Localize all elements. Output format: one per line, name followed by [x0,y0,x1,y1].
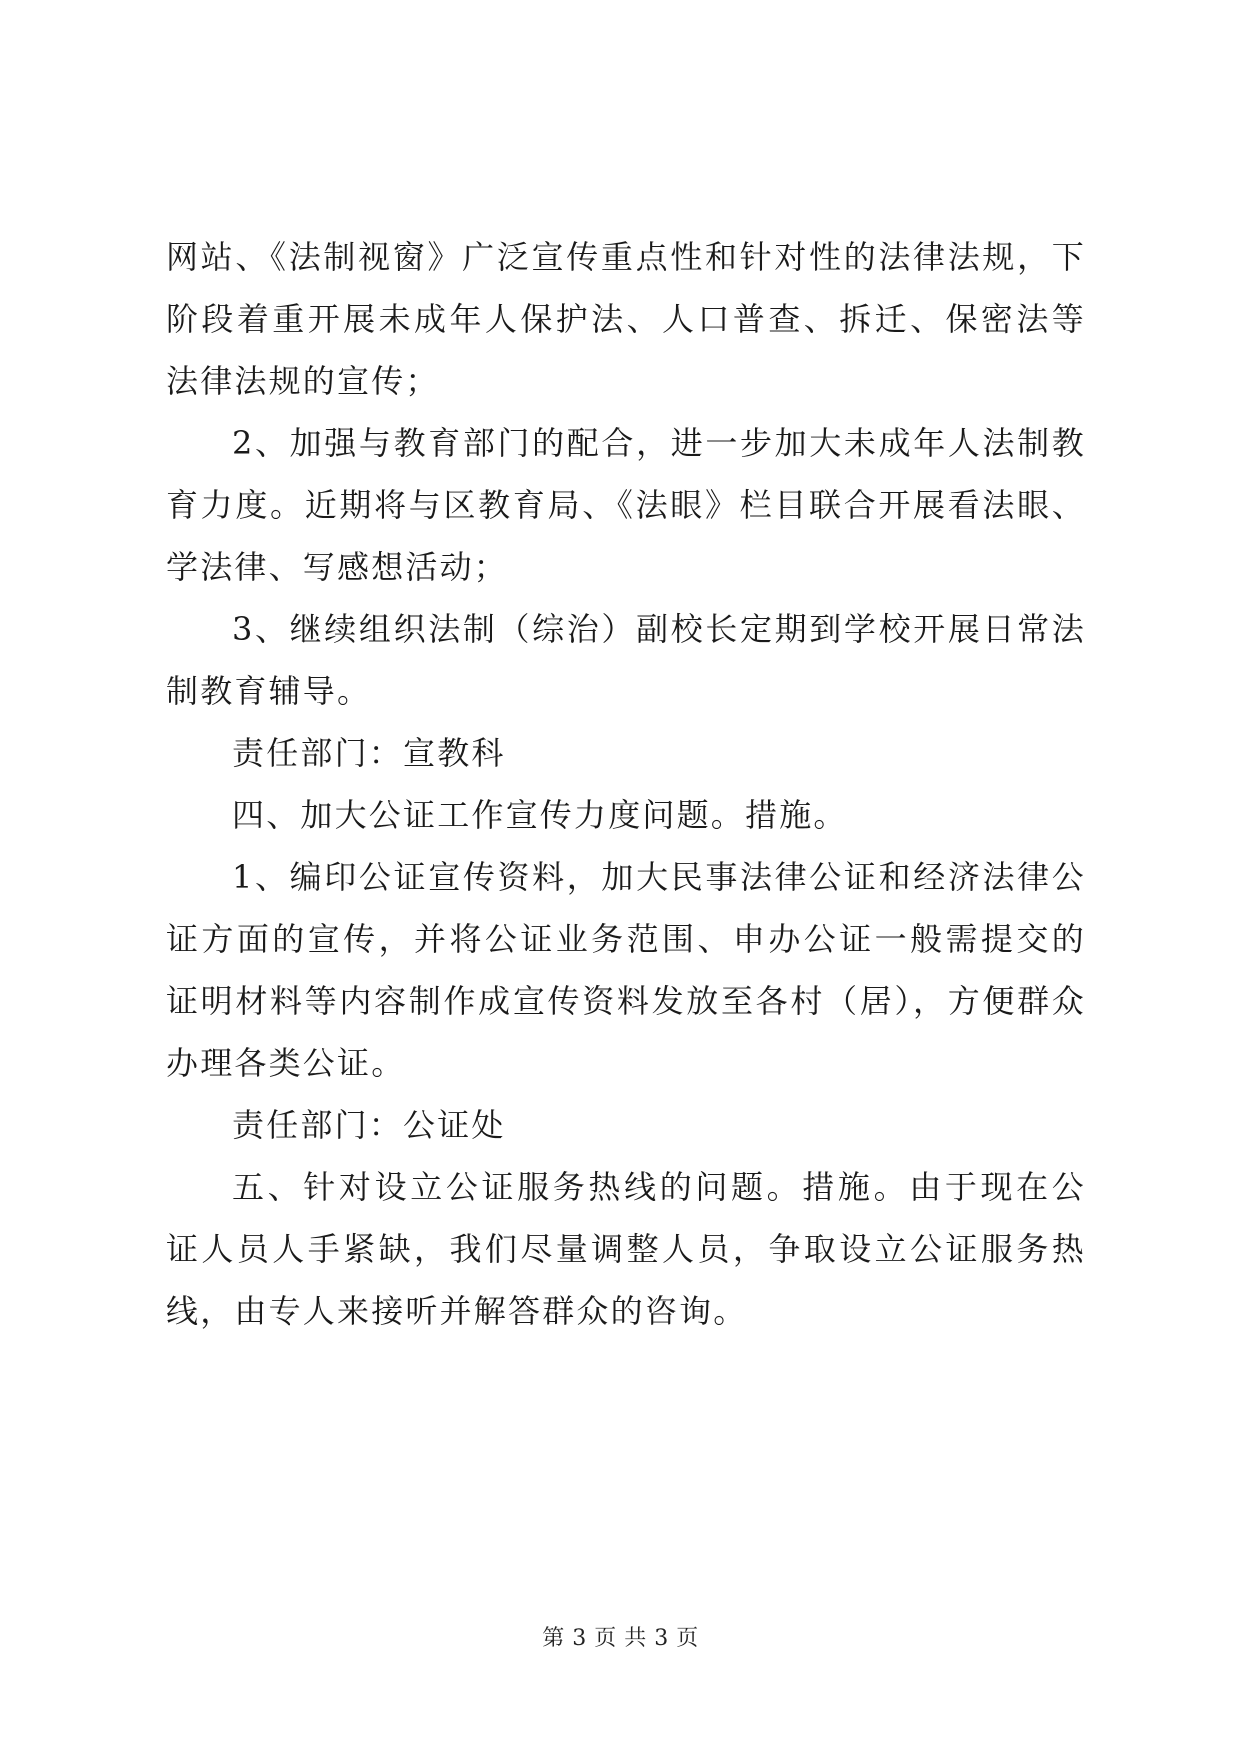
section-heading-4: 四、加大公证工作宣传力度问题。措施。 [232,796,848,834]
paragraph-item-1: 1、编印公证宣传资料，加大民事法律公证和经济法律公证方面的宣传，并将公证业务范围、申办公证一般需提交的证明材料等内容制作成宣传资料发放至各村（居），方便群众办理各类公证。 [166,858,1086,1082]
page-number-footer: 第 3 页 共 3 页 [542,1626,699,1651]
section-heading-5: 五、针对设立公证服务热线的问题。措施。由于现在公证人员人手紧缺，我们尽量调整人员，争取设立公证服务热线，由专人来接听并解答群众的咨询。 [166,1168,1086,1330]
document-body [166,226,1086,1342]
responsible-dept-line: 责任部门：公证处 [232,1106,506,1144]
paragraph-item-2: 2、加强与教育部门的配合，进一步加大未成年人法制教育力度。近期将与区教育局、《法眼》栏目联合开展看法眼、学法律、写感想活动； [166,424,1086,586]
paragraph-continued: 网站、《法制视窗》广泛宣传重点性和针对性的法律法规，下阶段着重开展未成年人保护法、人口普查、拆迁、保密法等法律法规的宣传； [166,238,1086,400]
responsible-dept-line: 责任部门：宣教科 [232,734,506,772]
paragraph-item-3: 3、继续组织法制（综治）副校长定期到学校开展日常法制教育辅导。 [166,610,1086,710]
